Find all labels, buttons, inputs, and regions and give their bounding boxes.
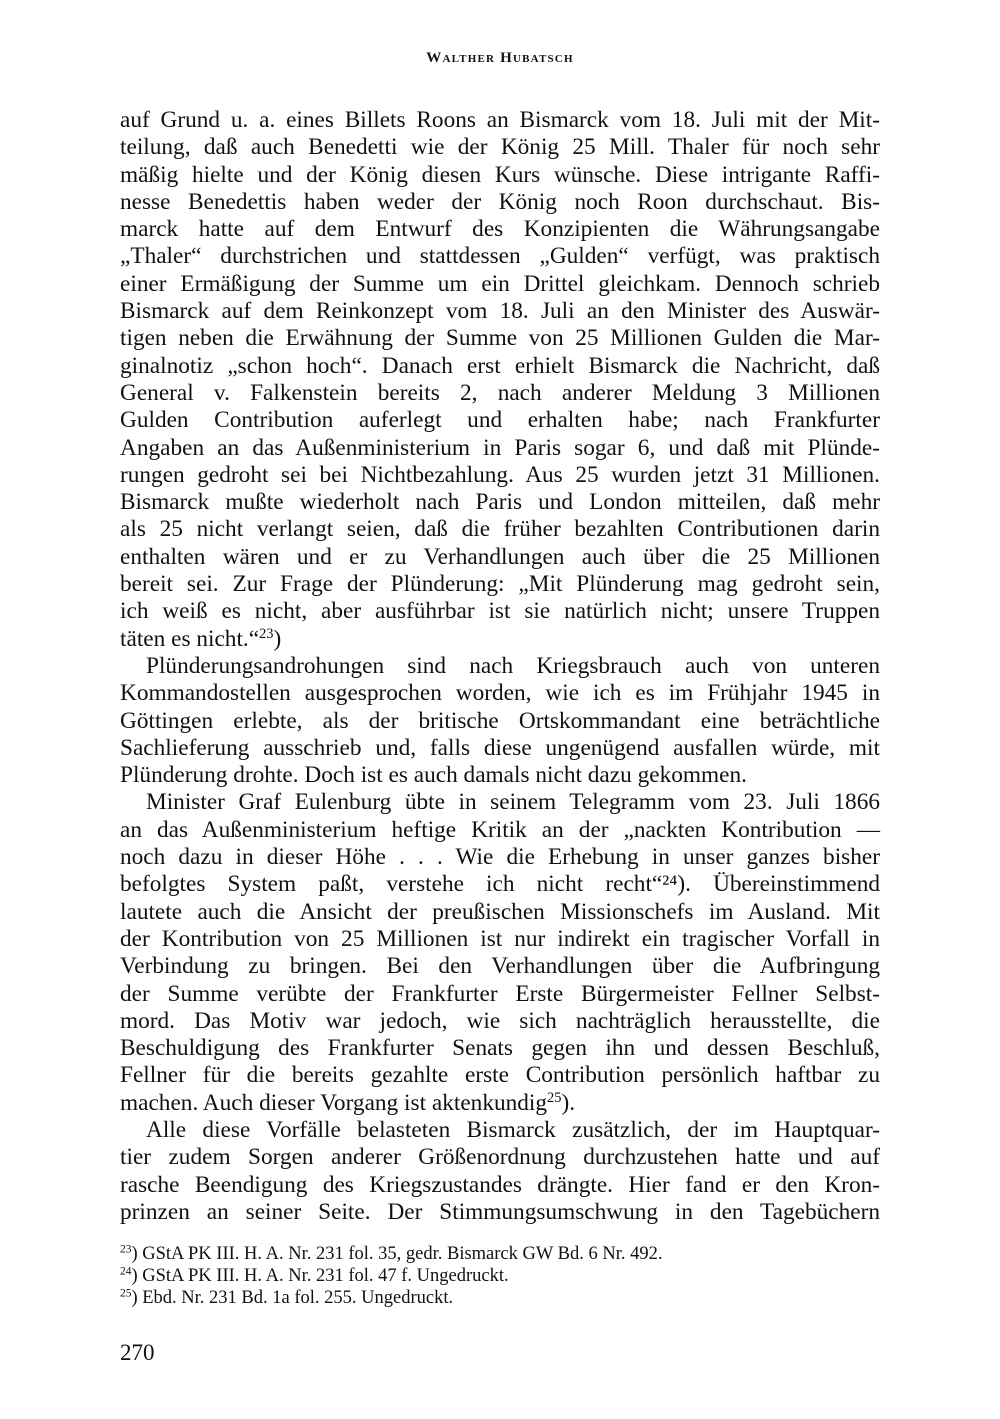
text-line: Kommandostellen ausgesprochen worden, wie ich es im Frühjahr 1945 in: [120, 680, 880, 707]
line-text: Plünderung drohte. Doch ist es auch damals nicht dazu gekommen.: [120, 762, 747, 789]
text-line: Bismarck auf dem Reinkonzept vom 18. Juli an den Minister des Auswär-: [120, 298, 880, 325]
line-text: machen. Auch dieser Vorgang ist aktenkundig: [120, 1089, 548, 1116]
text-line: [120, 626, 880, 653]
body-text: [120, 107, 880, 1226]
text-line: prinzen an seiner Seite. Der Stimmungsumschwung in den Tagebüchern: [120, 1198, 880, 1225]
text-line: Fellner für die bereits gezahlte erste Contribution persönlich haftbar zu: [120, 1062, 880, 1089]
footnote-text: ) GStA PK III. H. A. Nr. 231 fol. 35, gedr. Bismarck GW Bd. 6 Nr. 492.: [131, 1244, 663, 1264]
paragraph: [120, 653, 880, 789]
text-line: auf Grund u. a. eines Billets Roons an Bismarck vom 18. Juli mit der Mit-: [120, 107, 880, 133]
footnote-marker: 23: [259, 625, 274, 642]
text-line: Sachlieferung ausschrieb und, falls diese ungenügend ausfallen würde, mit: [120, 734, 880, 761]
text-line: an das Außenministerium heftige Kritik an der „nackten Kontribution —: [120, 816, 880, 843]
text-line: enthalten wären und er zu Verhandlungen auch über die 25 Millionen: [120, 543, 880, 570]
text-line: der Summe verübte der Frankfurter Erste Bürgermeister Fellner Selbst-: [120, 980, 880, 1007]
text-line: tigen neben die Erwähnung der Summe von 25 Millionen Gulden die Mar-: [120, 325, 880, 352]
text-line: Alle diese Vorfälle belasteten Bismarck zusätzlich, der im Hauptquar-: [146, 1116, 880, 1143]
footnotes: [120, 1243, 880, 1309]
text-line: ich weiß es nicht, aber ausführbar ist sie natürlich nicht; unsere Truppen: [120, 598, 880, 625]
text-line: Göttingen erlebte, als der britische Ortskommandant eine beträchtliche: [120, 707, 880, 734]
text-line: einer Ermäßigung der Summe um ein Drittel gleichkam. Dennoch schrieb: [120, 270, 880, 297]
line-tail: ): [273, 625, 282, 652]
paragraph: [120, 1117, 880, 1226]
footnote-text: ) Ebd. Nr. 231 Bd. 1a fol. 255. Ungedruckt.: [131, 1288, 454, 1308]
text-line: befolgtes System paßt, verstehe ich nicht recht“²⁴). Übereinstimmend: [120, 871, 880, 898]
footnote-text: ) GStA PK III. H. A. Nr. 231 fol. 47 f. Ungedruckt.: [131, 1266, 509, 1286]
text-line: rasche Beendigung des Kriegszustandes drängte. Hier fand er den Kron-: [120, 1171, 880, 1198]
text-line: „Thaler“ durchstrichen und stattdessen „Gulden“ verfügt, was praktisch: [120, 243, 880, 270]
text-line: General v. Falkenstein bereits 2, nach anderer Meldung 3 Millionen: [120, 379, 880, 406]
text-line: teilung, daß auch Benedetti wie der König 25 Mill. Thaler für noch sehr: [120, 134, 880, 161]
text-line: mäßig hielte und der König diesen Kurs wünsche. Diese intrigante Raffi-: [120, 161, 880, 188]
paragraph: [120, 789, 880, 1117]
text-line: lautete auch die Ansicht der preußischen Missionschefs im Ausland. Mit: [120, 898, 880, 925]
text-line: Minister Graf Eulenburg übte in seinem Telegramm vom 23. Juli 1866: [146, 789, 880, 816]
text-line: Verbindung zu bringen. Bei den Verhandlungen über die Aufbringung: [120, 953, 880, 980]
footnote-number: 24: [120, 1265, 132, 1278]
text-line: noch dazu in dieser Höhe . . . Wie die Erhebung in unser ganzes bisher: [120, 844, 880, 871]
text-line: [120, 762, 880, 789]
line-tail: ).: [561, 1089, 576, 1116]
footnote-number: 23: [120, 1243, 132, 1256]
text-line: Bismarck mußte wiederholt nach Paris und London mitteilen, daß mehr: [120, 489, 880, 516]
text-line: bereit sei. Zur Frage der Plünderung: „Mit Plünderung mag gedroht sein,: [120, 571, 880, 598]
paragraph: [120, 107, 880, 653]
footnote-number: 25: [120, 1287, 132, 1300]
footnote: [120, 1243, 880, 1265]
footnote: [120, 1287, 880, 1309]
text-line: marck hatte auf dem Entwurf des Konzipienten die Währungsangabe: [120, 216, 880, 243]
footnote: [120, 1265, 880, 1287]
running-head: Walther Hubatsch: [426, 50, 574, 66]
line-text: täten es nicht.“: [120, 625, 260, 652]
page-number: 270: [120, 1340, 155, 1365]
footnote-marker: 25: [547, 1089, 562, 1106]
text-line: als 25 nicht verlangt seien, daß die früher bezahlten Contributionen darin: [120, 516, 880, 543]
text-line: tier zudem Sorgen anderer Größenordnung durchzustehen hatte und auf: [120, 1144, 880, 1171]
text-line: nesse Benedettis haben weder der König noch Roon durchschaut. Bis-: [120, 188, 880, 215]
text-line: rungen gedroht sei bei Nichtbezahlung. Aus 25 wurden jetzt 31 Millionen.: [120, 461, 880, 488]
text-line: [120, 1090, 880, 1117]
text-line: ginalnotiz „schon hoch“. Danach erst erhielt Bismarck die Nachricht, daß: [120, 352, 880, 379]
text-line: der Kontribution von 25 Millionen ist nur indirekt ein tragischer Vorfall in: [120, 925, 880, 952]
text-line: Gulden Contribution auferlegt und erhalten habe; nach Frankfurter: [120, 407, 880, 434]
text-line: Angaben an das Außenministerium in Paris sogar 6, und daß mit Plünde-: [120, 434, 880, 461]
text-line: Beschuldigung des Frankfurter Senats gegen ihn und dessen Beschluß,: [120, 1035, 880, 1062]
text-line: mord. Das Motiv war jedoch, wie sich nachträglich herausstellte, die: [120, 1007, 880, 1034]
text-line: Plünderungsandrohungen sind nach Kriegsbrauch auch von unteren: [146, 652, 880, 679]
